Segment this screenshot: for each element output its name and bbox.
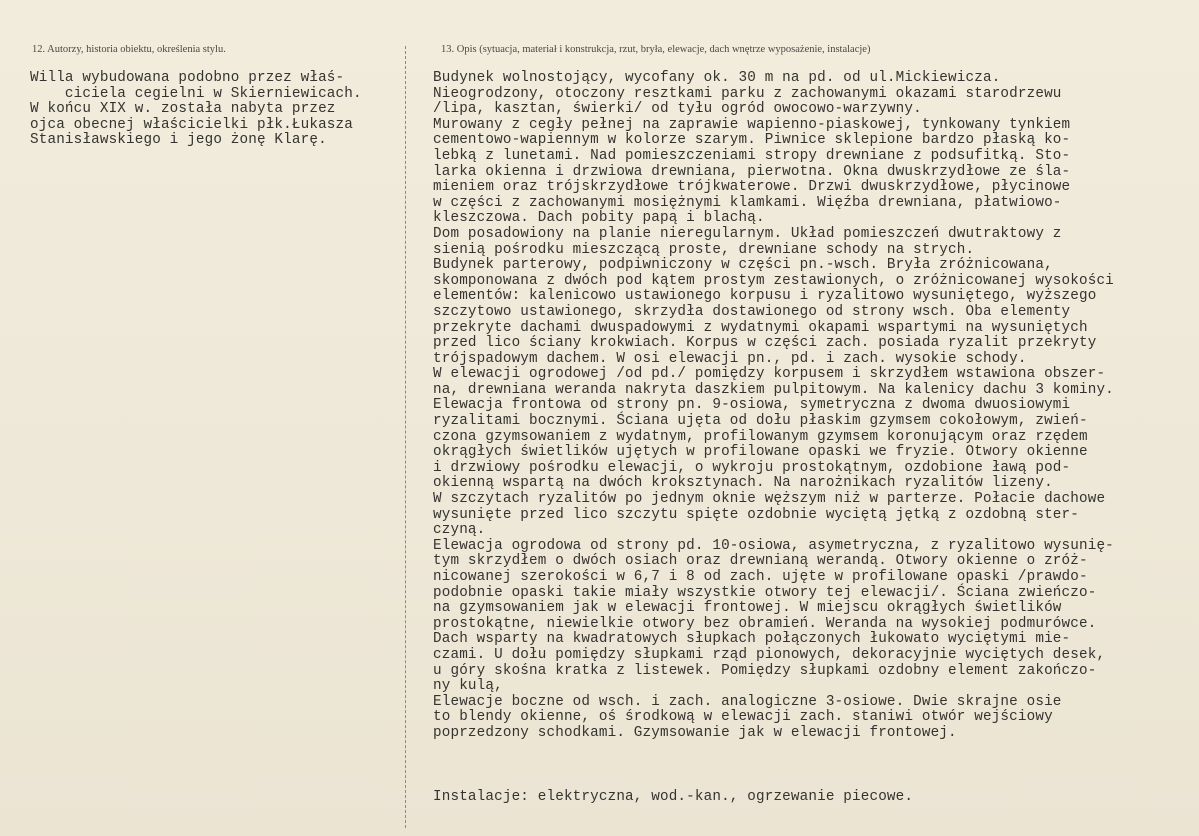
description-text: Budynek wolnostojący, wycofany ok. 30 m na pd. od ul.Mickiewicza. Nieogrodzony, otoczony resztkami parku z zachowanymi okazami starodrzewu /lipa, kasztan, świerki/ od tyłu ogród owocowo-warzywny. Murowany z cegły pełnej na zaprawie wapienno-piaskowej, tynkowany tynkiem cementowo-wapiennym w kolorze szarym. Piwnice sklepione bardzo płaską ko- lebką z lunetami. Nad pomieszczeniami stropy drewniane z podsufitką. Sto- larka okienna i drzwiowa drewniana, pierwotna. Okna dwuskrzydłowe ze śla- mieniem oraz trójskrzydłowe trójkwaterowe. Drzwi dwuskrzydłowe, płycinowe w części z zachowanymi mosiężnymi klamkami. Więźba drewniana, płatwiowo- kleszczowa. Dach pobity papą i blachą. Dom posadowiony na planie nieregularnym. Układ pomieszczeń dwutraktowy z sienią pośrodku mieszczącą proste, drewniane schody na strych. Budynek parterowy, podpiwniczony w części pn.-wsch. Bryła zróżnicowana, skomponowana z dwóch pod kątem prostym zestawionych, o zróżnicowanej wysokości elementów: kalenicowo ustawionego korpusu i ryzalitowo wysuniętego, wyższego szczytowo ustawionego, skrzydła dostawionego od strony wsch. Oba elementy przekryte dachami dwuspadowymi z wydatnymi okapami wspartymi na wysuniętych przed lico ściany krokwiach. Korpus w części zach. posiada ryzalit przekryty trójspadowym dachem. W osi elewacji pn., pd. i zach. wysokie schody. W elewacji ogrodowej /od pd./ pomiędzy korpusem i skrzydłem wstawiona obszer- na, drewniana weranda nakryta daszkiem pulpitowym. Na kalenicy dachu 3 kominy. Elewacja frontowa od strony pn. 9-osiowa, symetryczna z dwoma dwuosiowymi ryzalitami bocznymi. Ściana ujęta od dołu płaskim gzymsem cokołowym, zwień- czona gzymsowaniem z wydatnym, profilowanym gzymsem koronującym oraz rzędem okrągłych świetlików ujętych w profilowane opaski we fryzie. Otwory okienne i drzwiowy pośrodku elewacji, o wykroju prostokątnym, ozdobione ławą pod- okienną wspartą na dwóch kroksztynach. Na narożnikach ryzalitów lizeny. W szczytach ryzalitów po jednym oknie węższym niż w parterze. Połacie dachowe wysunięte przed lico szczytu spięte ozdobnie wyciętą jętką z ozdobną ster- czyną. Elewacja ogrodowa od strony pd. 10-osiowa, asymetryczna, z ryzalitowo wysunię- tym skrzydłem o dwóch osiach oraz drewnianą werandą. Otwory okienne o zróż- nicowanej szerokości w 6,7 i 8 od zach. ujęte w profilowane opaski /prawdo- podobnie opaski takie miały wszystkie otwory tej elewacji/. Ściana zwieńczo- na gzymsowaniem jak w elewacji frontowej. W miejscu okrągłych świetlików prostokątne, niewielkie otwory bez obramień. Weranda na wysokiej podmurówce. Dach wsparty na kwadratowych słupkach połączonych łukowato wyciętymi mie- czami. U dołu pomiędzy słupkami rząd pionowych, dekoracyjnie wyciętych desek, u góry skośna kratka z listewek. Pomiędzy słupkami ozdobny element zakończo- ny kulą, Elewacje boczne od wsch. i zach. analogiczne 3-osiowe. Dwie skrajne osie to blendy okienne, oś środkową w elewacji zach. staniwi otwór wejściowy poprzedzony schodkami. Gzymsowanie jak w elewacji frontowej. — [433, 70, 1114, 741]
section-12-header: 12. Autorzy, historia obiektu, określenia stylu. — [32, 44, 226, 55]
installations-text: Instalacje: elektryczna, wod.-kan., ogrzewanie piecowe. — [433, 789, 914, 805]
history-text: Willa wybudowana podobno przez właś- ciciela cegielni w Skierniewicach. W końcu XIX w. została nabyta przez ojca obecnej właścicielki płk.Łukasza Stanisławskiego i jego żonę Klarę. — [30, 70, 362, 149]
column-divider — [405, 46, 406, 828]
section-13-header: 13. Opis (sytuacja, materiał i konstrukcja, rzut, bryła, elewacje, dach wnętrze wyposażenie, instalacje) — [441, 44, 871, 55]
